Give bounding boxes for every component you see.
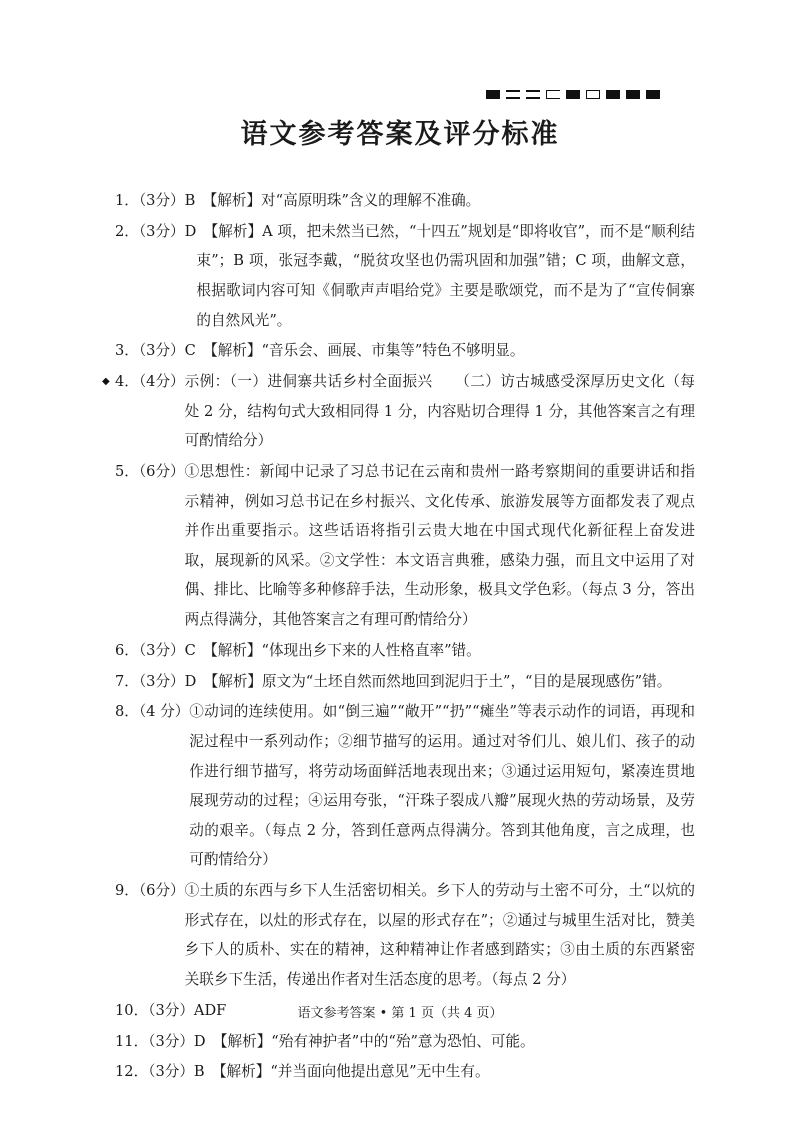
- answer-number: 4．（4分）: [115, 373, 185, 391]
- answer-item: [115, 186, 695, 216]
- answer-text: 【解析】“殆有神护者”中的“殆”意为恐怕、可能。: [205, 1032, 535, 1050]
- header-mark-dash-icon: [526, 90, 540, 99]
- answer-number: 5．（6分）: [115, 463, 185, 481]
- answer-item: [115, 457, 695, 635]
- page-title: 语文参考答案及评分标准: [240, 119, 560, 150]
- answer-item: [115, 1057, 695, 1087]
- page-footer: 语文参考答案 • 第 1 页（共 4 页）: [297, 1006, 503, 1021]
- header-mark-filled-icon: [646, 90, 660, 99]
- header-mark-filled-icon: [566, 90, 580, 99]
- answer-text: ①思想性：新闻中记录了习总书记在云南和贵州一路考察期间的重要讲话和指示精神，例如习总书记在乡村振兴、文化传承、旅游发展等方面都发表了观点并作出重要指示。这些话语将指引云贵大地在中国式现代化新征程上奋发进取，展现新的风采。②文学性：本文语言典雅，感染力强，而且文中运用了对偶、排比、比喻等多种修辞手法，生动形象，极具文学色彩。（每点 3 分，答出两点得满分，其他答案言之有理可酌情给分）: [184, 463, 695, 629]
- answer-text: ①动词的连续使用。如“倒三遍”“敞开”“扔”“瘫坐”等表示动作的词语，再现和泥过程中一系列动作；②细节描写的运用。通过对爷们儿、娘儿们、孩子的动作进行细节描写，将劳动场面鲜活地表现出来；③通过运用短句，紧凑连贯地展现劳动的过程；④运用夸张，“汗珠子裂成八瓣”展现火热的劳动场景，及劳动的艰辛。（每点 2 分，答到任意两点得满分。答到其他角度，言之成理，也可酌情给分）: [189, 703, 695, 869]
- answer-item: [115, 367, 695, 456]
- header-mark-filled-icon: [486, 90, 500, 99]
- answer-number: 10．（3分）ADF: [115, 1001, 227, 1019]
- answer-number: 8．（4 分）: [115, 703, 190, 721]
- answer-item: [115, 336, 695, 366]
- answer-item: [115, 876, 695, 994]
- answer-number: 6．（3分）C: [115, 641, 196, 659]
- answer-text: 【解析】A 项，把未然当已然，“十四五”规划是“即将收官”，而不是“顺利结束”；B 项，张冠李戴，“脱贫攻坚也仍需巩固和加强”错；C 项，曲解文意，根据歌词内容可知《侗歌声声唱给党》主要是歌颂党，而不是为了“宣传侗寨的自然风光”。: [196, 222, 695, 329]
- diamond-icon: ◆: [102, 376, 110, 387]
- answer-number: 11．（3分）D: [115, 1032, 206, 1050]
- answer-list: [115, 186, 695, 1088]
- header-mark-filled-icon: [606, 90, 620, 99]
- answer-text: 示例：（一）进侗寨共话乡村全面振兴 （二）访古城感受深厚历史文化（每处 2 分，结构句式大致相同得 1 分，内容贴切合理得 1 分，其他答案言之有理可酌情给分）: [184, 373, 695, 450]
- answer-item: [115, 667, 695, 697]
- answer-number: 3．（3分）C: [115, 342, 196, 360]
- answer-number: 12．（3分）B: [115, 1063, 205, 1081]
- answer-item: [115, 217, 695, 335]
- header-mark-open-icon: [586, 90, 600, 99]
- answer-number: 7．（3分）D: [115, 672, 197, 690]
- header-mark-bracket-icon: [546, 90, 560, 99]
- answer-item: [115, 697, 695, 875]
- answer-number: 1．（3分）B: [115, 192, 196, 209]
- answer-item: [115, 636, 695, 666]
- answer-number: 2．（3分）D: [115, 222, 197, 240]
- answer-text: ①土质的东西与乡下人生活密切相关。乡下人的劳动与土密不可分，土“以炕的形式存在，以灶的形式存在，以屋的形式存在”；②通过与城里生活对比，赞美乡下人的质朴、实在的精神，这种精神让作者感到踏实；③由土质的东西紧密关联乡下生活，传递出作者对生活态度的思考。（每点 2 分）: [184, 882, 695, 988]
- answer-number: 9．（6分）: [115, 882, 185, 900]
- header-marks: [486, 90, 660, 99]
- header-mark-filled-icon: [626, 90, 640, 99]
- header-mark-dash-icon: [506, 90, 520, 99]
- answer-text: 【解析】“音乐会、画展、市集等”特色不够明显。: [195, 342, 525, 360]
- answer-text: 【解析】原文为“土坯自然而然地回到泥归于土”，“目的是展现感伤”错。: [196, 672, 672, 690]
- answer-text: 【解析】对“高原明珠”含义的理解不准确。: [195, 192, 481, 209]
- answer-text: 【解析】“体现出乡下来的人性格直率”错。: [195, 641, 481, 659]
- answer-text: 【解析】“并当面向他提出意见”无中生有。: [204, 1063, 490, 1081]
- answer-item: [115, 1027, 695, 1057]
